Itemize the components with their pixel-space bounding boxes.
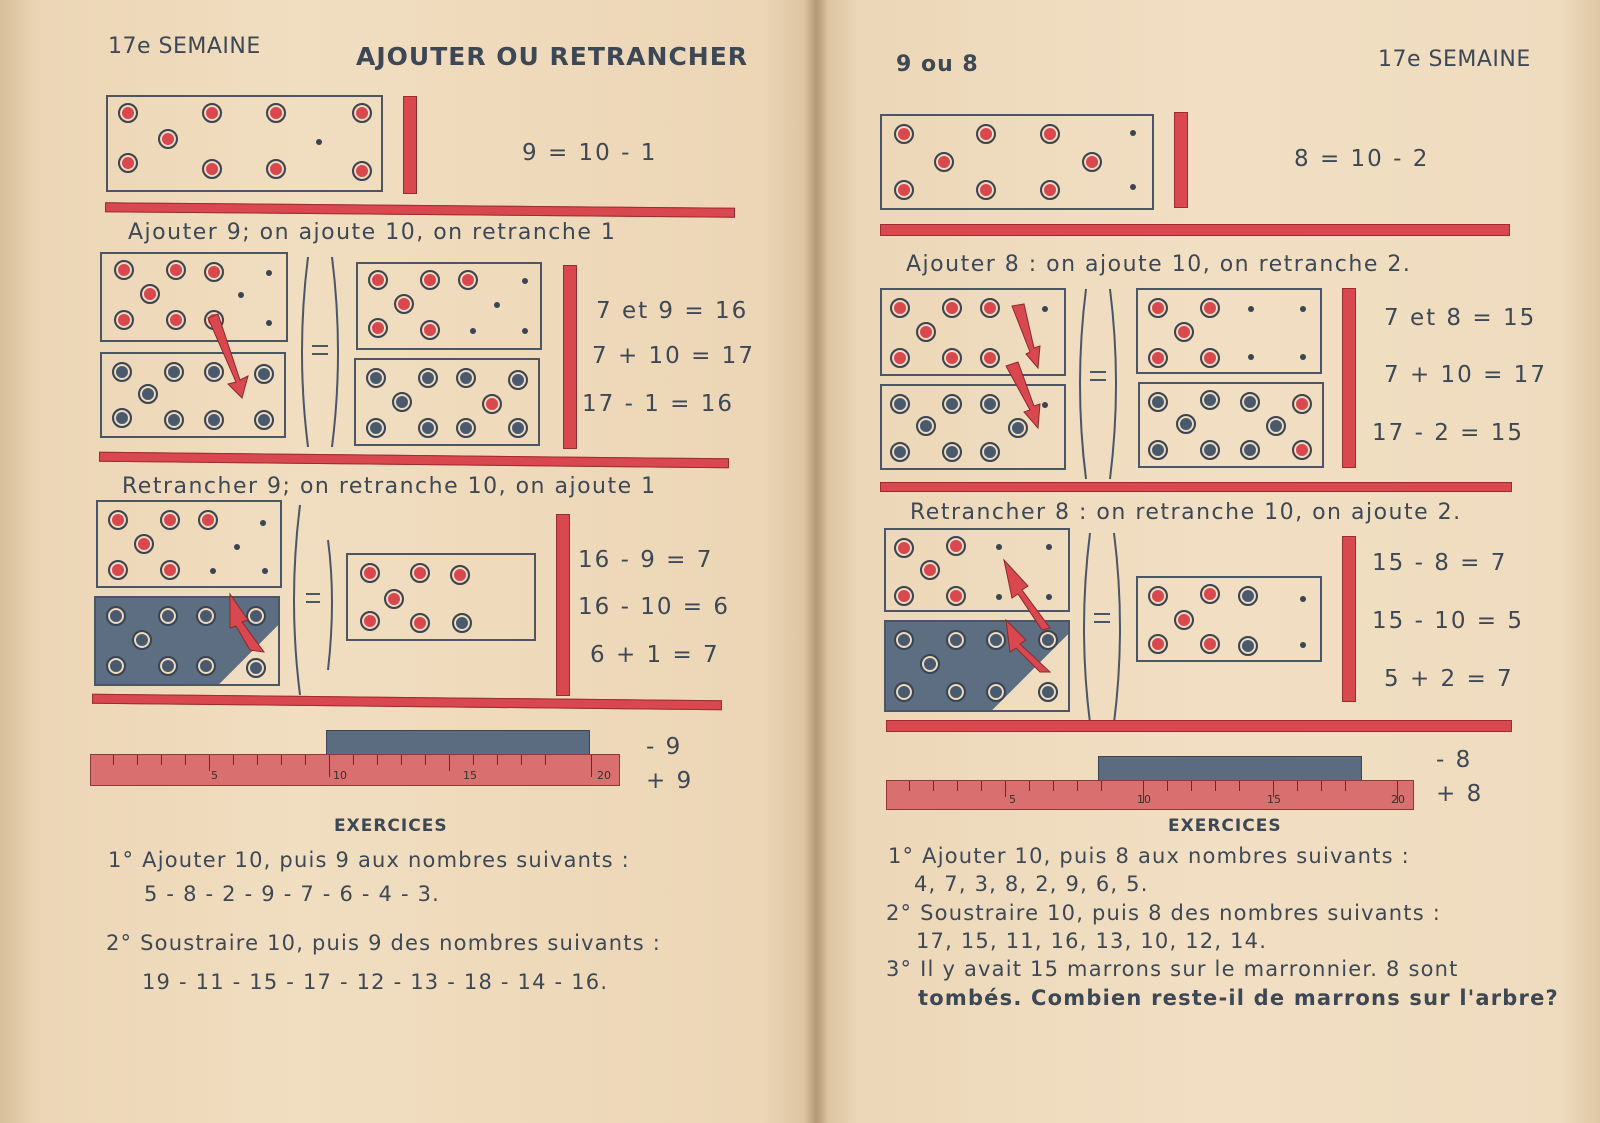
add-equation-3: 17 - 2 = 15 <box>1372 420 1524 446</box>
domino-result-blue <box>1138 382 1324 468</box>
red-ten-bar <box>403 96 417 194</box>
sub-equation-1: 15 - 8 = 7 <box>1372 550 1508 576</box>
week-label: 17e SEMAINE <box>108 34 261 59</box>
exercise-1-numbers: 5 - 8 - 2 - 9 - 7 - 6 - 4 - 3. <box>144 882 441 906</box>
divider <box>886 720 1512 732</box>
ruler <box>886 780 1414 810</box>
exercise-3-cont: tombés. Combien reste-il de marrons sur l'arbre? <box>918 986 1559 1010</box>
add-equation-3: 17 - 1 = 16 <box>582 391 734 417</box>
ruler-label: 5 <box>1009 793 1016 806</box>
top-equation: 8 = 10 - 2 <box>1294 146 1430 172</box>
domino-nine <box>106 95 383 192</box>
add-equation-1: 7 et 9 = 16 <box>596 298 749 324</box>
equals-bracket <box>280 500 344 700</box>
divider <box>880 224 1510 236</box>
exercise-2: 2° Soustraire 10, puis 9 des nombres suivants : <box>106 931 662 955</box>
sub-heading: Retrancher 9; on retranche 10, on ajoute 1 <box>122 474 657 499</box>
sub-equation-1: 16 - 9 = 7 <box>578 547 714 573</box>
exercise-1: 1° Ajouter 10, puis 9 aux nombres suivants : <box>108 848 630 872</box>
page-title: 9 ou 8 <box>896 52 979 77</box>
exercises-title: EXERCICES <box>1168 816 1282 836</box>
ruler-plus: + 8 <box>1436 781 1484 807</box>
exercises-title: EXERCICES <box>334 816 448 836</box>
add-equation-1: 7 et 8 = 15 <box>1384 305 1537 331</box>
add-heading: Ajouter 8 : on ajoute 10, on retranche 2. <box>906 252 1412 277</box>
ruler-minus: - 8 <box>1436 747 1473 773</box>
exercise-1: 1° Ajouter 10, puis 8 aux nombres suivants : <box>888 844 1410 868</box>
domino-result-blue <box>354 358 540 446</box>
divider <box>105 202 735 217</box>
week-label: 17e SEMAINE <box>1378 47 1531 72</box>
add-equation-2: 7 + 10 = 17 <box>592 343 755 369</box>
ruler-minus: - 9 <box>646 734 683 760</box>
divider <box>99 452 729 469</box>
ruler-label: 15 <box>1267 793 1281 806</box>
move-arrow-icon <box>200 310 260 400</box>
domino-result-sub <box>1136 576 1322 662</box>
ruler-label: 15 <box>463 769 477 782</box>
divider <box>92 694 722 711</box>
sub-equation-3: 6 + 1 = 7 <box>590 642 720 668</box>
exercise-1-numbers: 4, 7, 3, 8, 2, 9, 6, 5. <box>914 872 1149 896</box>
ruler-label: 20 <box>597 769 611 782</box>
move-arrow-icon <box>220 590 270 660</box>
equals-bracket <box>288 252 352 452</box>
domino-result-red <box>1136 288 1322 374</box>
exercise-3: 3° Il y avait 15 marrons sur le marronnier. 8 sont <box>886 957 1459 981</box>
domino-eight <box>880 114 1154 210</box>
add-equation-2: 7 + 10 = 17 <box>1384 362 1547 388</box>
sub-equation-3: 5 + 2 = 7 <box>1384 666 1514 692</box>
ruler-label: 20 <box>1391 793 1405 806</box>
red-ten-bar <box>1174 112 1188 208</box>
ruler-label: 5 <box>211 769 218 782</box>
right-page <box>818 0 1600 1123</box>
red-bar-sub <box>1342 536 1356 702</box>
sub-heading: Retrancher 8 : on retranche 10, on ajoute 2. <box>910 500 1462 525</box>
domino-result-sub <box>346 553 536 641</box>
book-gutter <box>804 0 828 1123</box>
domino-result-red <box>356 262 542 350</box>
exercise-2-numbers: 19 - 11 - 15 - 17 - 12 - 13 - 18 - 14 - 16. <box>142 970 609 994</box>
exercise-2-numbers: 17, 15, 11, 16, 13, 10, 12, 14. <box>916 929 1268 953</box>
red-bar-sub <box>556 514 570 696</box>
move-arrow-icon <box>998 300 1058 440</box>
ruler-plus: + 9 <box>646 768 694 794</box>
top-equation: 9 = 10 - 1 <box>522 140 658 166</box>
sub-equation-2: 16 - 10 = 6 <box>578 594 730 620</box>
domino-red-sub <box>96 500 282 588</box>
ruler-label: 10 <box>333 769 347 782</box>
sub-equation-2: 15 - 10 = 5 <box>1372 608 1524 634</box>
add-heading: Ajouter 9; on ajoute 10, on retranche 1 <box>128 220 617 245</box>
ruler <box>90 754 620 786</box>
red-bar-add <box>563 265 577 449</box>
ruler-label: 10 <box>1137 793 1151 806</box>
divider <box>880 482 1512 492</box>
equals-bracket <box>1066 284 1130 484</box>
page-title: AJOUTER OU RETRANCHER <box>356 42 749 71</box>
equals-bracket <box>1070 528 1134 728</box>
move-arrow-icon <box>998 556 1068 676</box>
exercise-2: 2° Soustraire 10, puis 8 des nombres suivants : <box>886 901 1442 925</box>
red-bar-add <box>1342 288 1356 468</box>
